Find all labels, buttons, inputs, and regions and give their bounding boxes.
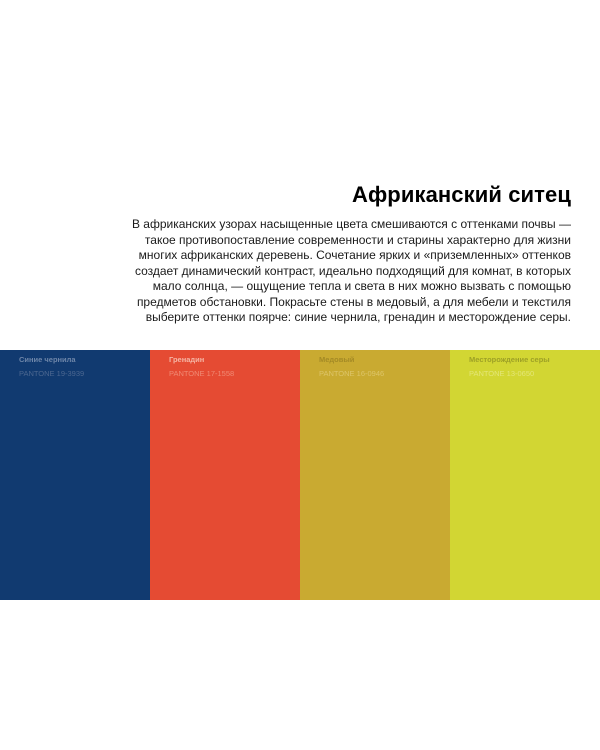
article-body-line: многих африканских деревень. Сочетание ярких и «приземленных» оттенков: [138, 248, 571, 262]
swatch-name: Синие чернила: [19, 355, 76, 364]
article-body-line: мало солнца, — ощущение тепла и света в них можно вызвать с помощью: [152, 279, 571, 293]
article-body-line: предметов обстановки. Покрасьте стены в медовый, а для мебели и текстиля: [136, 294, 571, 309]
article-body-line: такое противопоставление современности и старины характерно для жизни: [144, 232, 571, 247]
swatch-name: Месторождение серы: [469, 355, 550, 364]
article-body: [131, 217, 571, 326]
article-body-line: создает динамический контраст, идеально подходящий для комнат, в которых: [134, 263, 571, 278]
color-swatch-row: [0, 350, 600, 600]
swatch-ink-blue: [0, 350, 150, 600]
article-body-line: В африканских узорах насыщенные цвета смешиваются с оттенками почвы —: [131, 217, 571, 231]
swatch-sulphur-spring: [450, 350, 600, 600]
swatch-pantone-code: PANTONE 19-3939: [19, 369, 85, 378]
article-title: Африканский ситец: [351, 182, 571, 207]
swatch-honey: [300, 350, 450, 600]
swatch-pantone-code: PANTONE 16-0946: [319, 369, 385, 378]
swatch-grenadine: [150, 350, 300, 600]
swatch-name: Медовый: [319, 355, 355, 364]
swatch-name: Гренадин: [169, 355, 205, 364]
article-body-line: выберите оттенки поярче: синие чернила, гренадин и месторождение серы.: [145, 310, 571, 324]
article-header: [131, 181, 571, 326]
swatch-pantone-code: PANTONE 17-1558: [169, 369, 235, 378]
swatch-pantone-code: PANTONE 13-0650: [469, 369, 535, 378]
